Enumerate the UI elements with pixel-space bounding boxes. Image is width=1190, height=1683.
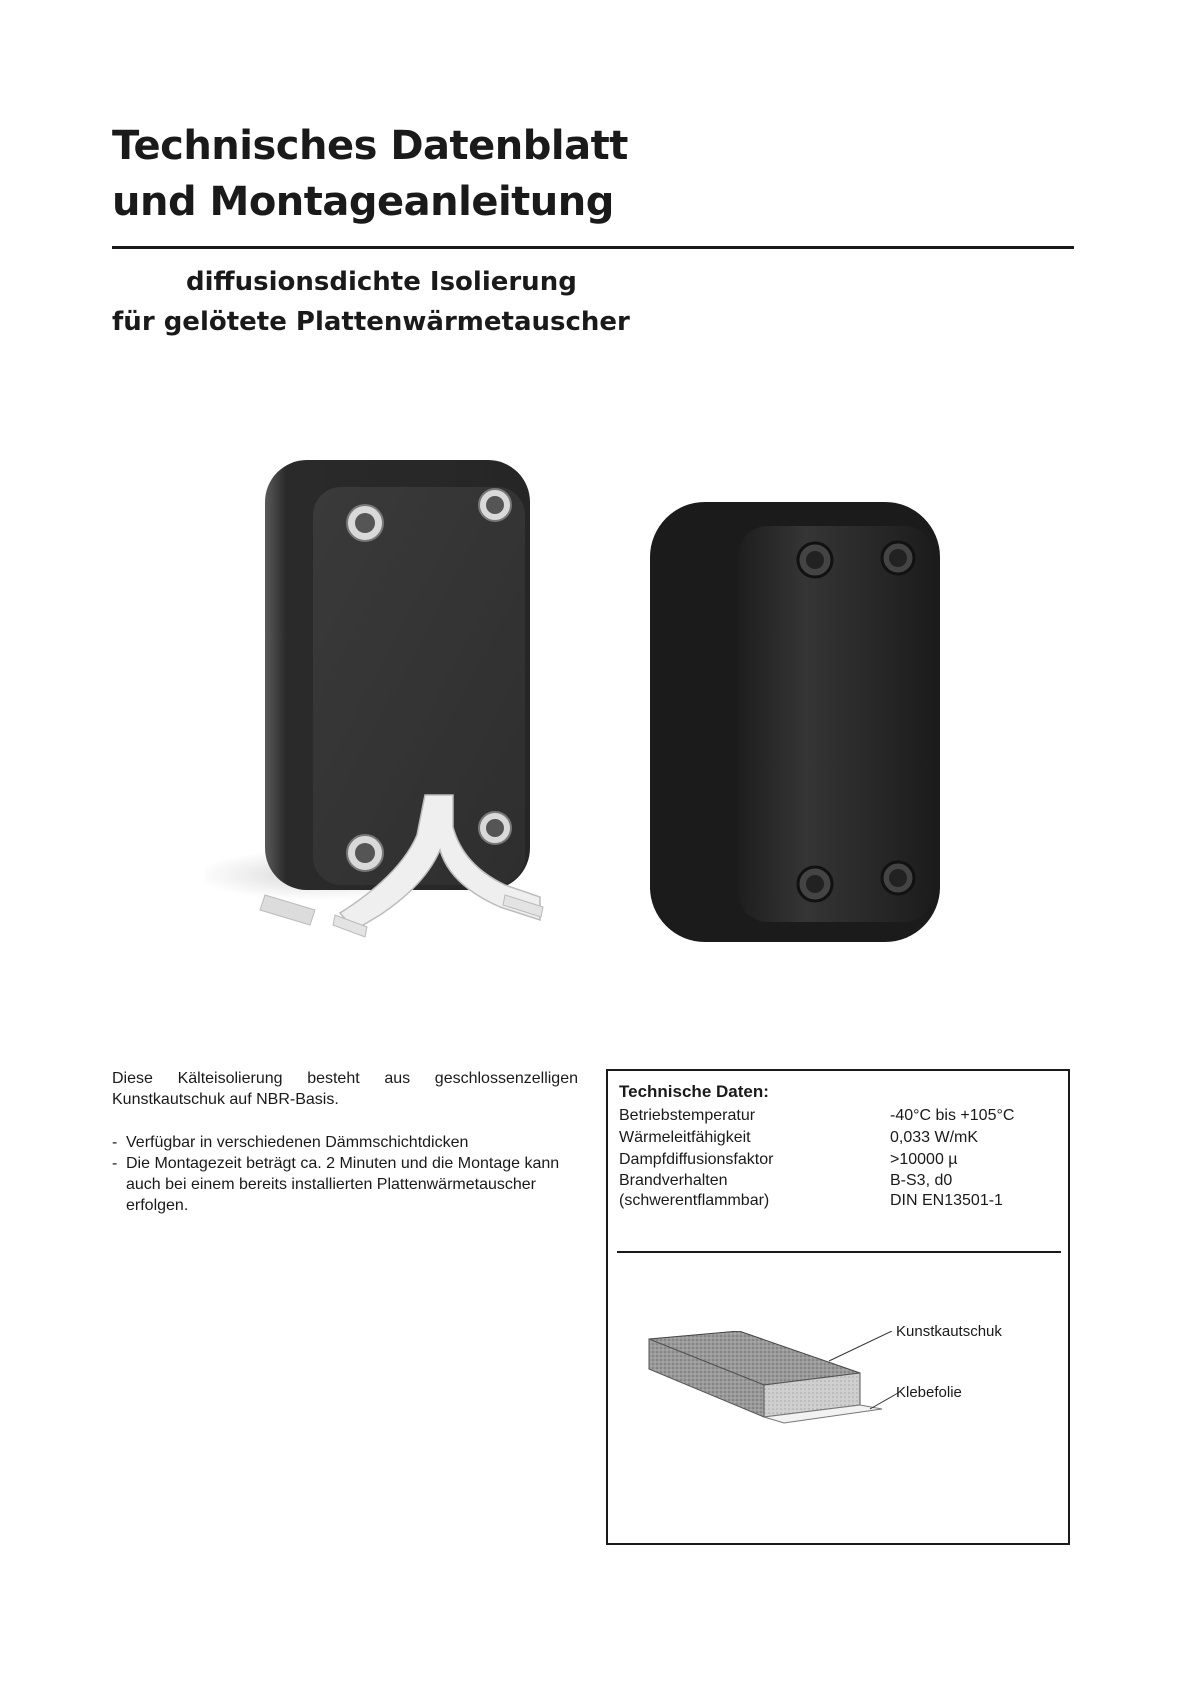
- feature-text: Die Montagezeit beträgt ca. 2 Minuten und die Montage kann auch bei einem bereits installierten Plattenwärmetauscher erfolgen.: [126, 1155, 560, 1214]
- row-value: 0,033 W/mK: [890, 1129, 979, 1146]
- material-layer-illustration: [644, 1331, 1044, 1491]
- technical-data-table: [619, 1105, 1059, 1211]
- table-row: [619, 1105, 1059, 1127]
- product-photo-with-stand: [205, 455, 545, 1015]
- subtitle-line-1: diffusionsdichte Isolierung: [186, 267, 577, 297]
- row-label: Wärmeleitfähigkeit: [619, 1129, 751, 1146]
- row-label: Dampfdiffusionsfaktor: [619, 1151, 774, 1168]
- title-line-1: Technisches Datenblatt: [112, 123, 628, 169]
- table-row: [619, 1191, 1059, 1211]
- table-row: [619, 1149, 1059, 1171]
- document-title: [112, 118, 628, 230]
- row-value: DIN EN13501-1: [890, 1192, 1003, 1209]
- row-value: B-S3, d0: [890, 1172, 953, 1189]
- product-description: [112, 1068, 578, 1216]
- row-value: -40°C bis +105°C: [890, 1107, 1015, 1124]
- feature-item: - Verfügbar in verschiedenen Dämmschichtdicken: [112, 1134, 469, 1151]
- feature-item: - Die Montagezeit beträgt ca. 2 Minuten und die Montage kann auch bei einem bereits installierten Plattenwärmetauscher erfolgen.: [112, 1155, 560, 1214]
- technical-data-box: [606, 1069, 1070, 1545]
- table-row: [619, 1127, 1059, 1149]
- title-rule: [112, 246, 1074, 249]
- row-label: Betriebstemperatur: [619, 1107, 756, 1124]
- feature-text: Verfügbar in verschiedenen Dämmschichtdicken: [126, 1134, 469, 1151]
- feature-list: [112, 1132, 578, 1216]
- row-label: Brandverhalten: [619, 1172, 728, 1189]
- table-row: [619, 1171, 1059, 1191]
- label-klebefolie: Klebefolie: [896, 1384, 962, 1401]
- technical-data-heading: Technische Daten:: [619, 1082, 769, 1101]
- row-value: >10000 µ: [890, 1151, 958, 1168]
- product-photo-front: [650, 498, 940, 958]
- row-label: (schwerentflammbar): [619, 1192, 770, 1209]
- subtitle-line-2: für gelötete Plattenwärmetauscher: [112, 307, 630, 337]
- data-separator: [617, 1251, 1061, 1253]
- label-kunstkautschuk: Kunstkautschuk: [896, 1323, 1002, 1340]
- description-intro: Diese Kälteisolierung besteht aus geschlossenzelligen Kunstkautschuk auf NBR-Basis.: [112, 1070, 578, 1108]
- title-line-2: und Montageanleitung: [112, 179, 614, 225]
